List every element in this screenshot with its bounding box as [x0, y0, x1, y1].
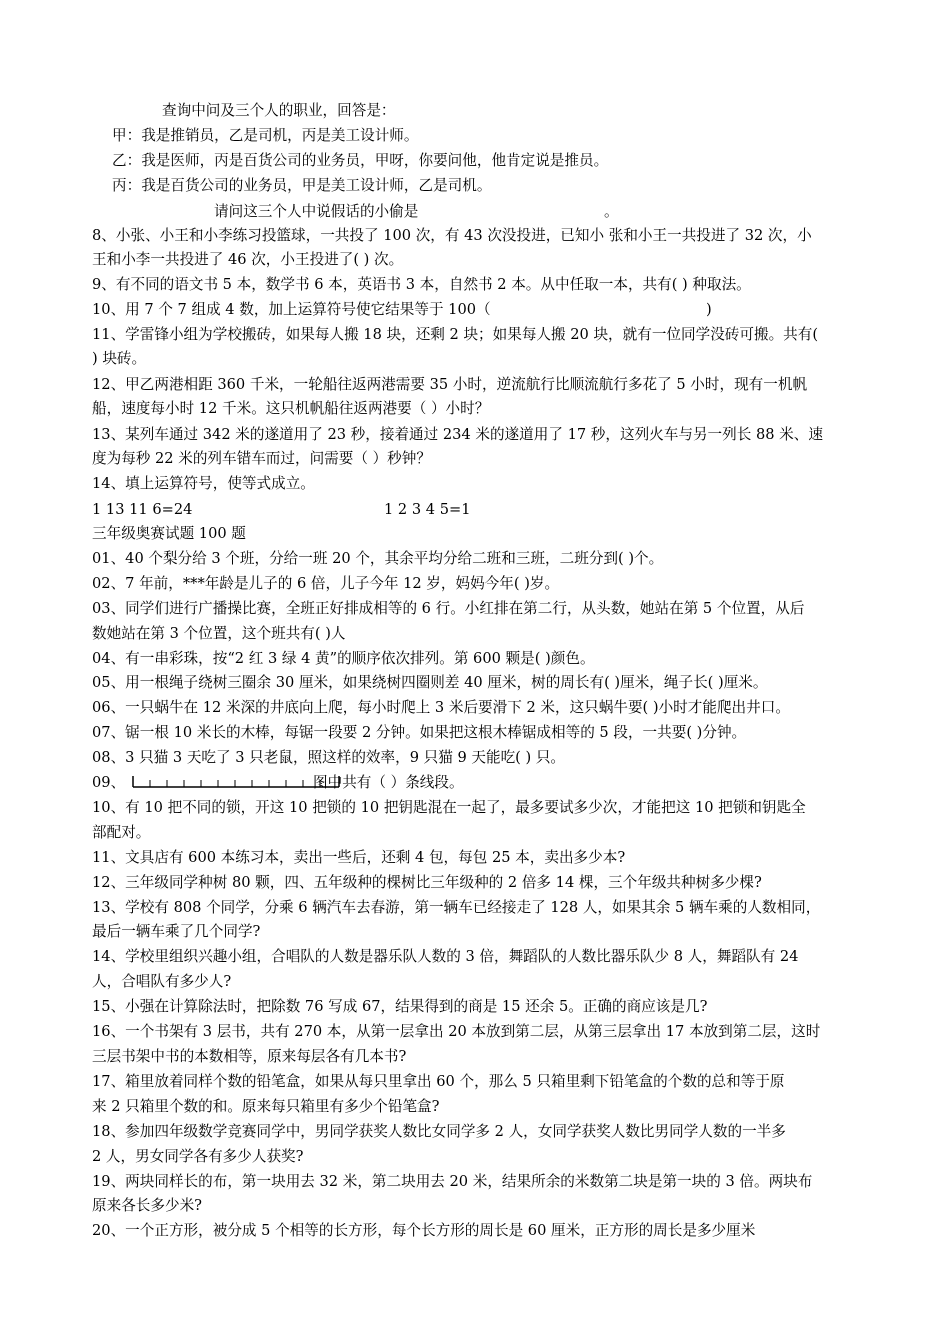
question-text: 01、40 个梨分给 3 个班，分给一班 20 个，其余平均分给二班和三班，二班分到( )个。	[92, 550, 664, 567]
intro-text: 甲：我是推销员，乙是司机，丙是美工设计师。	[112, 127, 419, 144]
question-line	[92, 474, 862, 494]
intro-text: 请问这三个人中说假话的小偷是	[214, 203, 419, 220]
question-line	[92, 823, 862, 843]
intro-text: 。	[604, 203, 619, 220]
question-line	[92, 898, 862, 918]
question-line	[92, 226, 862, 246]
question-text: 17、箱里放着同样个数的铅笔盒，如果从每只里拿出 60 个，那么 5 只箱里剩下铅笔盒的个数的总和等于原	[92, 1073, 785, 1090]
question-line	[92, 275, 862, 295]
question-line	[92, 848, 862, 868]
question-text: )	[706, 301, 712, 318]
question-line	[92, 773, 862, 793]
question-text: 数她站在第 3 个位置，这个班共有( )人	[92, 625, 346, 642]
question-text: 08、3 只猫 3 天吃了 3 只老鼠，照这样的效率，9 只猫 9 天能吃( ) 只。	[92, 749, 566, 766]
question-text: 19、两块同样长的布，第一块用去 32 米，第二块用去 20 米，结果所余的米数第二块是第一块的 3 倍。两块布	[92, 1173, 813, 1190]
question-line	[92, 1072, 862, 1092]
question-line	[92, 972, 862, 992]
question-line	[92, 1147, 862, 1167]
question-text: 部配对。	[92, 824, 151, 841]
question-line	[92, 1022, 862, 1042]
question-line	[92, 599, 862, 619]
question-text: 20、一个正方形，被分成 5 个相等的长方形，每个长方形的周长是 60 厘米，正方形的周长是多少厘米	[92, 1222, 756, 1239]
question-number: 09、	[92, 774, 126, 791]
question-line	[92, 798, 862, 818]
intro-line	[92, 176, 862, 196]
question-line	[92, 997, 862, 1017]
question-text: 14、填上运算符号，使等式成立。	[92, 475, 315, 492]
question-text: 最后一辆车乘了几个同学?	[92, 923, 261, 940]
question-line	[92, 624, 862, 644]
section-title-text: 三年级奥赛试题 100 题	[92, 525, 246, 542]
question-text: 10、用 7 个 7 组成 4 数，加上运算符号使它结果等于 100（	[92, 301, 491, 318]
question-line	[92, 673, 862, 693]
question-text: 13、某列车通过 342 米的遂道用了 23 秒，接着通过 234 米的遂道用了 17 秒，这列火车与另一列长 88 米、速	[92, 426, 823, 443]
question-text: 11、文具店有 600 本练习本，卖出一些后，还剩 4 包，每包 25 本，卖出多少本?	[92, 849, 626, 866]
equation-text: 1 2 3 4 5=1	[384, 501, 471, 518]
intro-line	[92, 151, 862, 171]
question-text: 9、有不同的语文书 5 本，数学书 6 本，英语书 3 本，自然书 2 本。从中任取一本，共有( ) 种取法。	[92, 276, 751, 293]
equation-text: 1 13 11 6=24	[92, 501, 193, 518]
question-text: 船，速度每小时 12 千米。这只机帆船往返两港要（ ）小时？	[92, 400, 490, 417]
question-line	[92, 1221, 862, 1241]
question-text: ) 块砖。	[92, 350, 147, 367]
question-line	[92, 698, 862, 718]
question-line	[92, 922, 862, 942]
question-line	[92, 449, 862, 469]
question-text: 12、三年级同学种树 80 颗，四、五年级种的棵树比三年级种的 2 倍多 14 棵，三个年级共种树多少棵?	[92, 874, 762, 891]
intro-line	[92, 101, 862, 121]
question-text: 2 人，男女同学各有多少人获奖?	[92, 1148, 304, 1165]
question-text: 16、一个书架有 3 层书，共有 270 本，从第一层拿出 20 本放到第二层，从第三层拿出 17 本放到第二层，这时	[92, 1023, 821, 1040]
intro-text: 丙：我是百货公司的业务员，甲是美工设计师，乙是司机。	[112, 177, 492, 194]
question-line	[92, 649, 862, 669]
question-text: 03、同学们进行广播操比赛，全班正好排成相等的 6 行。小红排在第二行，从头数，她站在第 5 个位置，从后	[92, 600, 805, 617]
question-line	[92, 300, 862, 320]
intro-line	[92, 126, 862, 146]
question-line	[92, 1172, 862, 1192]
question-text: 原来各长多少米?	[92, 1197, 202, 1214]
question-line	[92, 250, 862, 270]
question-text: 10、有 10 把不同的锁，开这 10 把锁的 10 把钥匙混在一起了，最多要试多少次，才能把这 10 把锁和钥匙全	[92, 799, 806, 816]
question-line	[92, 574, 862, 594]
question-line	[92, 1097, 862, 1117]
question-text: 13、学校有 808 个同学，分乘 6 辆汽车去春游，第一辆车已经接走了 128 人，如果其余 5 辆车乘的人数相同，	[92, 899, 821, 916]
question-line	[92, 1196, 862, 1216]
question-text: 07、锯一根 10 米长的木棒，每锯一段要 2 分钟。如果把这根木棒锯成相等的 5 段，一共要( )分钟。	[92, 724, 747, 741]
question-text: 14、学校里组织兴趣小组，合唱队的人数是器乐队人数的 3 倍，舞蹈队的人数比器乐队少 8 人，舞蹈队有 24	[92, 948, 799, 965]
question-text: 05、用一根绳子绕树三圈余 30 厘米，如果绕树四圈则差 40 厘米，树的周长有( )厘米，绳子长( )厘米。	[92, 674, 768, 691]
question-text: 图中共有（ ）条线段。	[313, 774, 464, 791]
section-title	[92, 524, 862, 544]
question-line	[92, 1122, 862, 1142]
intro-question	[92, 202, 862, 222]
question-text: 18、参加四年级数学竞赛同学中，男同学获奖人数比女同学多 2 人，女同学获奖人数比男同学人数的一半多	[92, 1123, 786, 1140]
question-text: 06、一只蜗牛在 12 米深的井底向上爬，每小时爬上 3 米后要滑下 2 米，这只蜗牛要( )小时才能爬出井口。	[92, 699, 790, 716]
question-line	[92, 399, 862, 419]
question-line	[92, 873, 862, 893]
line-segment-figure	[132, 776, 340, 788]
question-text: 来 2 只箱里个数的和。原来每只箱里有多少个铅笔盒?	[92, 1098, 440, 1115]
question-line	[92, 947, 862, 967]
question-text: 度为每秒 22 米的列车错车而过，问需要（ ）秒钟？	[92, 450, 431, 467]
question-text: 04、有一串彩珠，按“2 红 3 绿 4 黄”的顺序依次排列。第 600 颗是( )颜色。	[92, 650, 595, 667]
question-line	[92, 1047, 862, 1067]
question-text: 王和小李一共投进了 46 次，小王投进了( ) 次。	[92, 251, 404, 268]
intro-text: 查询中问及三个人的职业，回答是：	[162, 102, 396, 119]
intro-text: 乙：我是医师，丙是百货公司的业务员，甲呀，你要问他，他肯定说是推员。	[112, 152, 609, 169]
equation-line	[92, 500, 862, 520]
question-line	[92, 748, 862, 768]
question-text: 8、小张、小王和小李练习投篮球，一共投了 100 次，有 43 次没投进，已知小 张和小王一共投进了 32 次，小	[92, 227, 812, 244]
question-line	[92, 723, 862, 743]
question-text: 人，合唱队有多少人?	[92, 973, 232, 990]
question-line	[92, 549, 862, 569]
question-text: 15、小强在计算除法时，把除数 76 写成 67，结果得到的商是 15 还余 5。正确的商应该是几?	[92, 998, 708, 1015]
question-line	[92, 325, 862, 345]
question-line	[92, 349, 862, 369]
question-line	[92, 425, 862, 445]
question-text: 三层书架中书的本数相等，原来每层各有几本书?	[92, 1048, 407, 1065]
question-line	[92, 375, 862, 395]
question-text: 11、学雷锋小组为学校搬砖，如果每人搬 18 块，还剩 2 块；如果每人搬 20 块，就有一位同学没砖可搬。共有(	[92, 326, 819, 343]
question-text: 02、7 年前，***年龄是儿子的 6 倍，儿子今年 12 岁，妈妈今年( )岁。	[92, 575, 560, 592]
question-text: 12、甲乙两港相距 360 千米，一轮船往返两港需要 35 小时，逆流航行比顺流航行多花了 5 小时，现有一机帆	[92, 376, 808, 393]
